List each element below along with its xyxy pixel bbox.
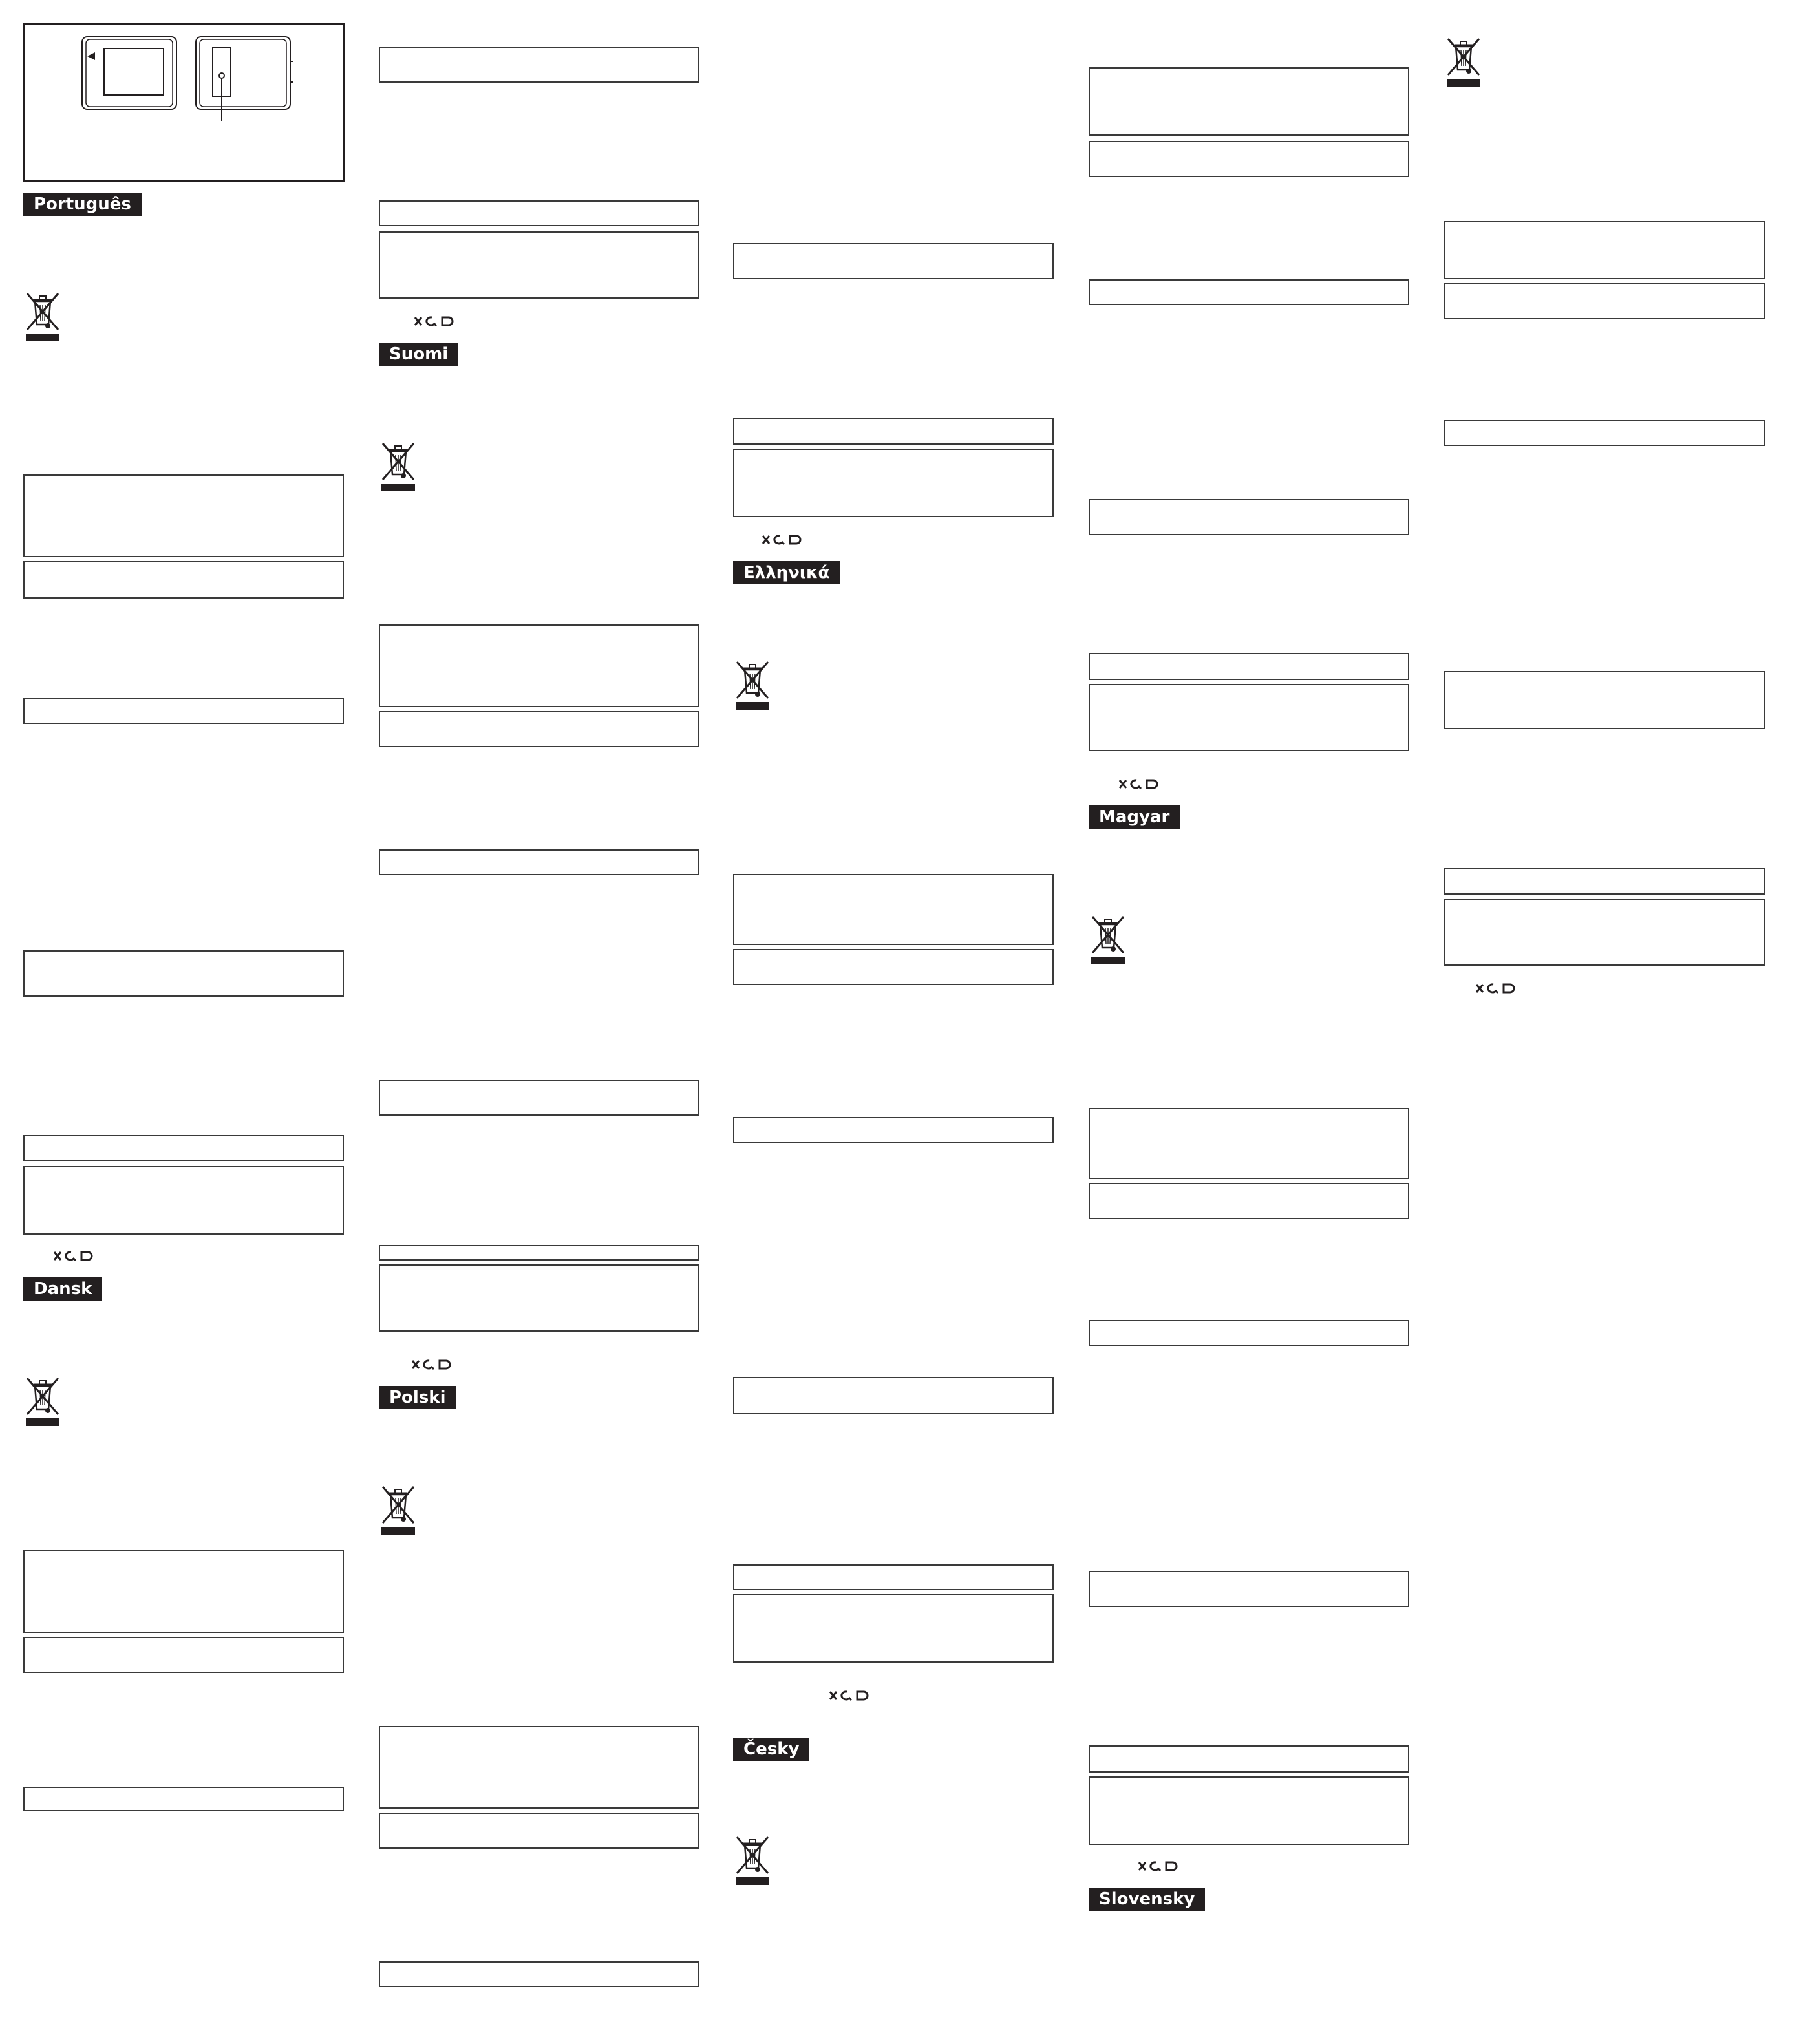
- weee-bin-icon: [733, 1835, 772, 1886]
- xqd-logo: [53, 1250, 94, 1262]
- xqd-logo: [829, 1690, 870, 1701]
- section-heading-portugues: Português: [23, 193, 142, 216]
- notice-box: [23, 1787, 344, 1811]
- notice-box: [379, 231, 699, 299]
- weee-bin-icon: [1444, 36, 1483, 88]
- weee-bin-icon: [733, 659, 772, 711]
- notice-box: [733, 1564, 1054, 1590]
- notice-box: [23, 950, 344, 997]
- notice-box: [379, 849, 699, 875]
- xqd-logo: [414, 315, 455, 327]
- section-heading-cesky: Česky: [733, 1738, 809, 1761]
- notice-box: [1089, 1183, 1409, 1219]
- notice-box: [733, 1377, 1054, 1414]
- column-3: [733, 0, 1056, 2044]
- notice-box: [1089, 141, 1409, 177]
- notice-box: [1089, 1320, 1409, 1346]
- notice-box: [733, 874, 1054, 945]
- weee-bin-icon: [379, 441, 418, 493]
- notice-box: [379, 1264, 699, 1332]
- notice-box: [1444, 283, 1765, 319]
- notice-box: [1089, 1571, 1409, 1607]
- column-1: [23, 0, 346, 2044]
- notice-box: [23, 561, 344, 599]
- section-heading-slovensky: Slovensky: [1089, 1888, 1205, 1911]
- notice-box: [23, 1135, 344, 1161]
- notice-box: [1089, 1776, 1409, 1845]
- weee-bin-icon: [23, 291, 62, 343]
- column-2: [379, 0, 702, 2044]
- section-heading-ellinika: Ελληνικά: [733, 561, 840, 584]
- notice-box: [1444, 671, 1765, 729]
- column-5: [1444, 0, 1767, 2044]
- notice-box: [1089, 499, 1409, 535]
- notice-box: [23, 1550, 344, 1633]
- section-heading-suomi: Suomi: [379, 343, 458, 366]
- notice-box: [379, 1080, 699, 1116]
- section-heading-magyar: Magyar: [1089, 805, 1180, 829]
- notice-box: [379, 1245, 699, 1261]
- notice-box: [1089, 653, 1409, 680]
- weee-bin-icon: [379, 1484, 418, 1536]
- notice-box: [1089, 1745, 1409, 1773]
- section-heading-dansk: Dansk: [23, 1277, 102, 1301]
- column-4: [1089, 0, 1412, 2044]
- notice-box: [733, 243, 1054, 279]
- notice-box: [23, 474, 344, 557]
- xqd-logo: [411, 1359, 453, 1370]
- notice-box: [23, 1166, 344, 1235]
- notice-box: [1444, 420, 1765, 446]
- notice-box: [379, 1961, 699, 1987]
- xqd-logo: [1118, 778, 1160, 790]
- notice-box: [733, 449, 1054, 517]
- notice-box: [733, 1594, 1054, 1663]
- notice-box: [1089, 67, 1409, 136]
- notice-box: [1089, 1108, 1409, 1179]
- xqd-logo: [762, 534, 803, 546]
- weee-bin-icon: [23, 1376, 62, 1427]
- notice-box: [1444, 899, 1765, 966]
- section-heading-polski: Polski: [379, 1386, 456, 1409]
- notice-box: [733, 418, 1054, 445]
- notice-box: [379, 711, 699, 747]
- notice-box: [379, 47, 699, 83]
- notice-box: [1089, 279, 1409, 305]
- notice-box: [379, 1813, 699, 1849]
- notice-box: [23, 1637, 344, 1673]
- xqd-logo: [1475, 983, 1517, 994]
- xqd-logo: [1138, 1860, 1179, 1872]
- notice-box: [379, 1726, 699, 1809]
- notice-box: [733, 1117, 1054, 1143]
- notice-box: [379, 624, 699, 707]
- notice-box: [733, 949, 1054, 985]
- notice-box: [379, 200, 699, 226]
- notice-box: [1444, 221, 1765, 279]
- weee-bin-icon: [1089, 914, 1127, 966]
- notice-box: [23, 698, 344, 724]
- notice-box: [1089, 684, 1409, 751]
- notice-box: [1444, 868, 1765, 895]
